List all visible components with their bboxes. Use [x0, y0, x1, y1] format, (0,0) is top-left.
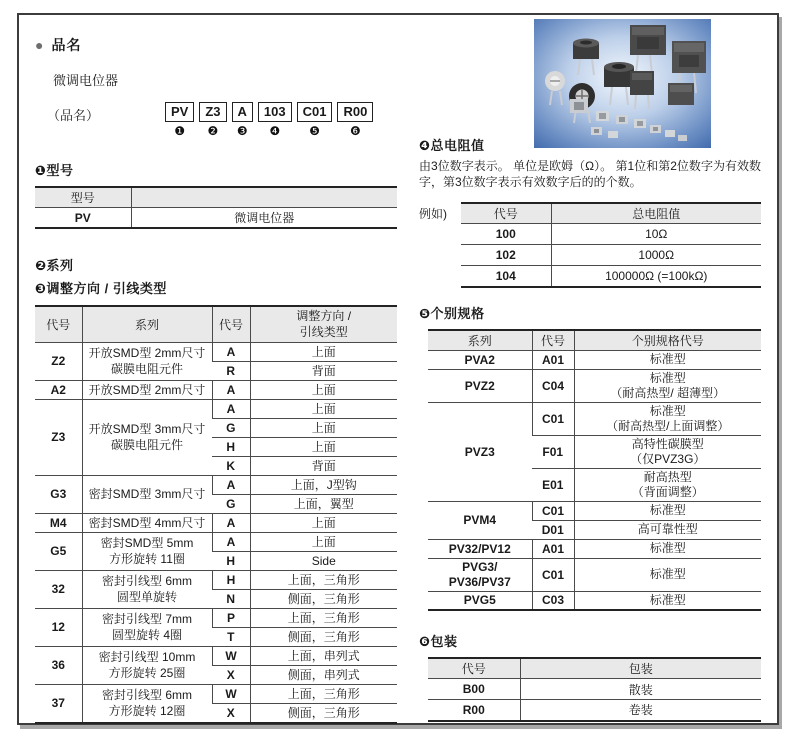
direction-code: A	[212, 399, 250, 418]
individual-spec-table	[428, 329, 761, 612]
example-label: 例如)	[419, 207, 447, 221]
direction-desc: 上面	[250, 513, 397, 532]
circled-number-icon: ❺	[309, 124, 320, 138]
spec-code: A01	[532, 350, 574, 369]
table-row	[35, 399, 397, 418]
column-header: 系列	[428, 330, 532, 351]
spec-series: PVZ2	[428, 369, 532, 402]
resistance-table	[461, 202, 761, 288]
column-header	[250, 306, 397, 342]
spec-series	[428, 558, 532, 591]
spec-series: PVZ3	[428, 402, 532, 501]
direction-code: G	[212, 418, 250, 437]
resistance-code: 100	[461, 224, 551, 245]
part-segment	[232, 102, 253, 138]
direction-desc: 背面	[250, 456, 397, 475]
series-name	[82, 475, 212, 513]
table-row	[35, 208, 397, 229]
direction-desc: 上面	[250, 342, 397, 361]
table-row	[428, 679, 761, 700]
direction-code: K	[212, 456, 250, 475]
spec-desc	[574, 558, 761, 591]
direction-desc: Side	[250, 551, 397, 570]
direction-desc: 上面，翼型	[250, 494, 397, 513]
column-header: 代号	[35, 306, 82, 342]
series-name	[82, 513, 212, 532]
table-header-row	[428, 330, 761, 351]
resistance-value: 100000Ω (=100kΩ)	[551, 266, 761, 287]
part-code-box: A	[232, 102, 253, 122]
direction-code: X	[212, 665, 250, 684]
section-heading-resistance: ❹总电阻值	[419, 138, 485, 153]
right-column	[419, 31, 761, 724]
series-name	[82, 570, 212, 608]
series-name	[82, 684, 212, 723]
direction-code: A	[212, 380, 250, 399]
series-name-line: 开放SMD型 3mm尺寸	[88, 422, 206, 436]
section-heading-packaging: ❻包装	[419, 634, 458, 649]
spec-code: C03	[532, 591, 574, 610]
direction-desc: 上面，串列式	[250, 646, 397, 665]
spec-desc	[574, 369, 761, 402]
page-content	[19, 15, 777, 724]
table-row	[35, 532, 397, 551]
series-code: 37	[35, 684, 82, 723]
direction-desc: 上面	[250, 437, 397, 456]
part-code-box: 103	[258, 102, 292, 122]
column-header: 总电阻值	[551, 203, 761, 224]
column-header: 包装	[520, 658, 761, 679]
spec-code: C01	[532, 402, 574, 435]
part-number-label: （品名）	[47, 108, 100, 123]
spec-desc-line: 标准型	[649, 370, 686, 385]
spec-desc-line: 标准型	[649, 503, 686, 517]
direction-desc: 背面	[250, 361, 397, 380]
section-heading-individual: ❺个别规格	[419, 305, 485, 321]
column-header: 代号	[461, 203, 551, 224]
resistance-code: 104	[461, 266, 551, 287]
series-name-line: 密封SMD型 5mm	[100, 536, 194, 550]
direction-code: G	[212, 494, 250, 513]
spec-desc-line: 标准型	[649, 352, 686, 366]
direction-desc: 侧面，三角形	[250, 589, 397, 608]
series-name-line: 密封SMD型 4mm尺寸	[88, 515, 206, 530]
column-header: 代号	[212, 306, 250, 342]
packaging-value: 散装	[520, 679, 761, 700]
table-row	[461, 245, 761, 266]
part-segment	[337, 102, 373, 138]
series-name-line: 圆型旋转 4圈	[111, 628, 182, 642]
series-name-line: 密封SMD型 3mm尺寸	[88, 487, 206, 501]
series-code: 36	[35, 646, 82, 684]
direction-desc: 上面，J型钩	[250, 475, 397, 494]
section-heading-direction: ❸调整方向 / 引线类型	[35, 281, 167, 296]
table-header-row	[461, 203, 761, 224]
column-header-line: 调整方向 /	[296, 309, 352, 324]
bullet-icon: ●	[35, 37, 44, 53]
series-name	[82, 532, 212, 570]
table-row	[35, 380, 397, 399]
spec-desc-line: 耐高热型	[643, 469, 692, 484]
resistance-value: 10Ω	[551, 224, 761, 245]
part-number-row	[47, 102, 397, 138]
series-name-line: 密封引线型 7mm	[101, 612, 192, 626]
spec-series-line: PV36/PV37	[448, 574, 511, 589]
spec-series-line: PVG3/	[462, 559, 498, 574]
page-title: 品名	[51, 37, 82, 53]
part-code-box: R00	[337, 102, 373, 122]
series-name-line: 圆型单旋转	[116, 590, 177, 604]
table-row	[35, 684, 397, 703]
direction-desc: 侧面，串列式	[250, 665, 397, 684]
spec-desc	[574, 435, 761, 468]
packaging-code: B00	[428, 679, 520, 700]
spec-desc-line: 标准型	[649, 592, 686, 607]
spec-desc-line: 高特性碳膜型	[631, 436, 704, 451]
series-name-line: 开放SMD型 2mm尺寸	[88, 382, 206, 397]
circled-number-icon: ❻	[350, 124, 361, 138]
spec-desc-line: （背面调整）	[631, 484, 704, 499]
section-heading-series: ❷系列	[35, 258, 74, 273]
series-name	[82, 399, 212, 475]
datasheet-page	[17, 13, 779, 725]
packaging-code: R00	[428, 700, 520, 721]
series-code: 32	[35, 570, 82, 608]
direction-desc: 上面，三角形	[250, 608, 397, 627]
direction-code: A	[212, 532, 250, 551]
left-column	[35, 31, 397, 724]
resistance-value: 1000Ω	[551, 245, 761, 266]
series-name-line: 方形旋转 12圈	[108, 704, 186, 718]
packaging-value: 卷装	[520, 700, 761, 721]
spec-code: C01	[532, 501, 574, 520]
series-name	[82, 342, 212, 380]
table-row	[428, 591, 761, 610]
table-row	[35, 570, 397, 589]
series-code: Z2	[35, 342, 82, 380]
spec-code: C04	[532, 369, 574, 402]
column-header: 系列	[82, 306, 212, 342]
series-name-line: 碳膜电阻元件	[110, 438, 183, 452]
table-row	[428, 700, 761, 721]
spec-series: PVA2	[428, 350, 532, 369]
model-table	[35, 186, 397, 229]
spec-desc-line: （耐高热型/上面调整）	[606, 418, 730, 433]
table-row	[461, 224, 761, 245]
direction-code: A	[212, 342, 250, 361]
direction-desc: 侧面，三角形	[250, 703, 397, 723]
direction-desc: 上面	[250, 418, 397, 437]
column-header: 代号	[532, 330, 574, 351]
spec-code: A01	[532, 539, 574, 558]
series-name	[82, 380, 212, 399]
direction-code: R	[212, 361, 250, 380]
series-name-line: 密封引线型 6mm	[101, 574, 192, 588]
table-row	[428, 350, 761, 369]
direction-desc: 上面，三角形	[250, 570, 397, 589]
trimmer-potentiometers-photo	[534, 19, 711, 148]
column-header: 代号	[428, 658, 520, 679]
series-code: G3	[35, 475, 82, 513]
part-segment	[297, 102, 333, 138]
direction-desc: 侧面，三角形	[250, 627, 397, 646]
spec-code: D01	[532, 520, 574, 539]
spec-desc	[574, 539, 761, 558]
table-row	[428, 369, 761, 402]
series-name-line: 方形旋转 11圈	[109, 552, 185, 566]
direction-code: N	[212, 589, 250, 608]
series-name-line: 开放SMD型 2mm尺寸	[88, 346, 206, 360]
circled-number-icon: ❷	[207, 124, 219, 138]
spec-desc	[574, 591, 761, 610]
table-row	[35, 646, 397, 665]
direction-code: H	[212, 551, 250, 570]
direction-code: T	[212, 627, 250, 646]
spec-desc-line: 标准型	[649, 403, 686, 418]
resistance-description: 由3位数字表示。 单位是欧姆（Ω）。 第1位和第2位数字为有效数字，第3位数字表示有效数字后的的个数。	[419, 159, 761, 189]
part-segment	[258, 102, 292, 138]
column-header: 个别规格代号	[574, 330, 761, 351]
table-row	[35, 342, 397, 361]
direction-desc: 上面	[250, 380, 397, 399]
circled-number-icon: ❶	[174, 124, 186, 138]
product-photo	[534, 19, 711, 148]
series-name-line: 碳膜电阻元件	[110, 362, 183, 376]
spec-desc-line: 标准型	[649, 567, 686, 581]
spec-desc	[574, 468, 761, 501]
spec-desc	[574, 501, 761, 520]
page-title-row	[35, 35, 397, 55]
circled-number-icon: ❸	[236, 124, 248, 138]
table-row	[461, 266, 761, 287]
spec-code: E01	[532, 468, 574, 501]
series-name-line: 方形旋转 25圈	[108, 666, 186, 680]
table-row	[428, 501, 761, 520]
column-header: 型号	[35, 187, 131, 208]
table-row	[428, 558, 761, 591]
table-row	[428, 402, 761, 435]
spec-series: PVG5	[428, 591, 532, 610]
spec-desc-line: （耐高热型/ 超薄型）	[610, 385, 726, 400]
series-name	[82, 646, 212, 684]
direction-code: W	[212, 684, 250, 703]
direction-desc: 上面	[250, 399, 397, 418]
resistance-code: 102	[461, 245, 551, 266]
direction-desc: 上面	[250, 532, 397, 551]
series-code: G5	[35, 532, 82, 570]
direction-code: P	[212, 608, 250, 627]
table-header-row	[428, 658, 761, 679]
spec-desc	[574, 520, 761, 539]
spec-series: PVM4	[428, 501, 532, 539]
direction-code: H	[212, 570, 250, 589]
table-row	[35, 513, 397, 532]
direction-code: X	[212, 703, 250, 723]
part-segment	[165, 102, 194, 138]
series-code: 12	[35, 608, 82, 646]
packaging-table	[428, 657, 761, 722]
spec-desc	[574, 402, 761, 435]
circled-number-icon: ❹	[269, 124, 281, 138]
direction-desc: 上面，三角形	[250, 684, 397, 703]
part-segment	[199, 102, 226, 138]
model-desc: 微调电位器	[131, 208, 397, 229]
table-row	[35, 608, 397, 627]
spec-desc-line: 标准型	[649, 541, 686, 555]
direction-code: W	[212, 646, 250, 665]
column-header	[131, 187, 397, 208]
table-row	[35, 475, 397, 494]
direction-code: A	[212, 475, 250, 494]
section-heading-model: ❶型号	[35, 163, 74, 178]
spec-series: PV32/PV12	[428, 539, 532, 558]
part-code-box: C01	[297, 102, 333, 122]
series-name-line: 密封引线型 6mm	[101, 688, 192, 702]
series-name-line: 密封引线型 10mm	[98, 650, 196, 664]
table-header-row	[35, 187, 397, 208]
direction-code: H	[212, 437, 250, 456]
table-row	[428, 539, 761, 558]
part-number-boxes	[165, 102, 373, 138]
series-code: M4	[35, 513, 82, 532]
direction-code: A	[212, 513, 250, 532]
column-header-line: 引线类型	[299, 325, 348, 340]
product-name: 微调电位器	[53, 73, 119, 88]
series-name	[82, 608, 212, 646]
series-code: A2	[35, 380, 82, 399]
part-code-box: PV	[165, 102, 194, 122]
spec-desc	[574, 350, 761, 369]
series-code: Z3	[35, 399, 82, 475]
spec-code: C01	[532, 558, 574, 591]
series-table	[35, 305, 397, 724]
part-code-box: Z3	[199, 102, 226, 122]
table-header-row	[35, 306, 397, 342]
spec-code: F01	[532, 435, 574, 468]
model-code: PV	[35, 208, 131, 229]
spec-desc-line: （仅PVZ3G）	[630, 451, 706, 466]
resistance-example-row	[419, 202, 761, 288]
spec-desc-line: 高可靠性型	[637, 522, 698, 536]
